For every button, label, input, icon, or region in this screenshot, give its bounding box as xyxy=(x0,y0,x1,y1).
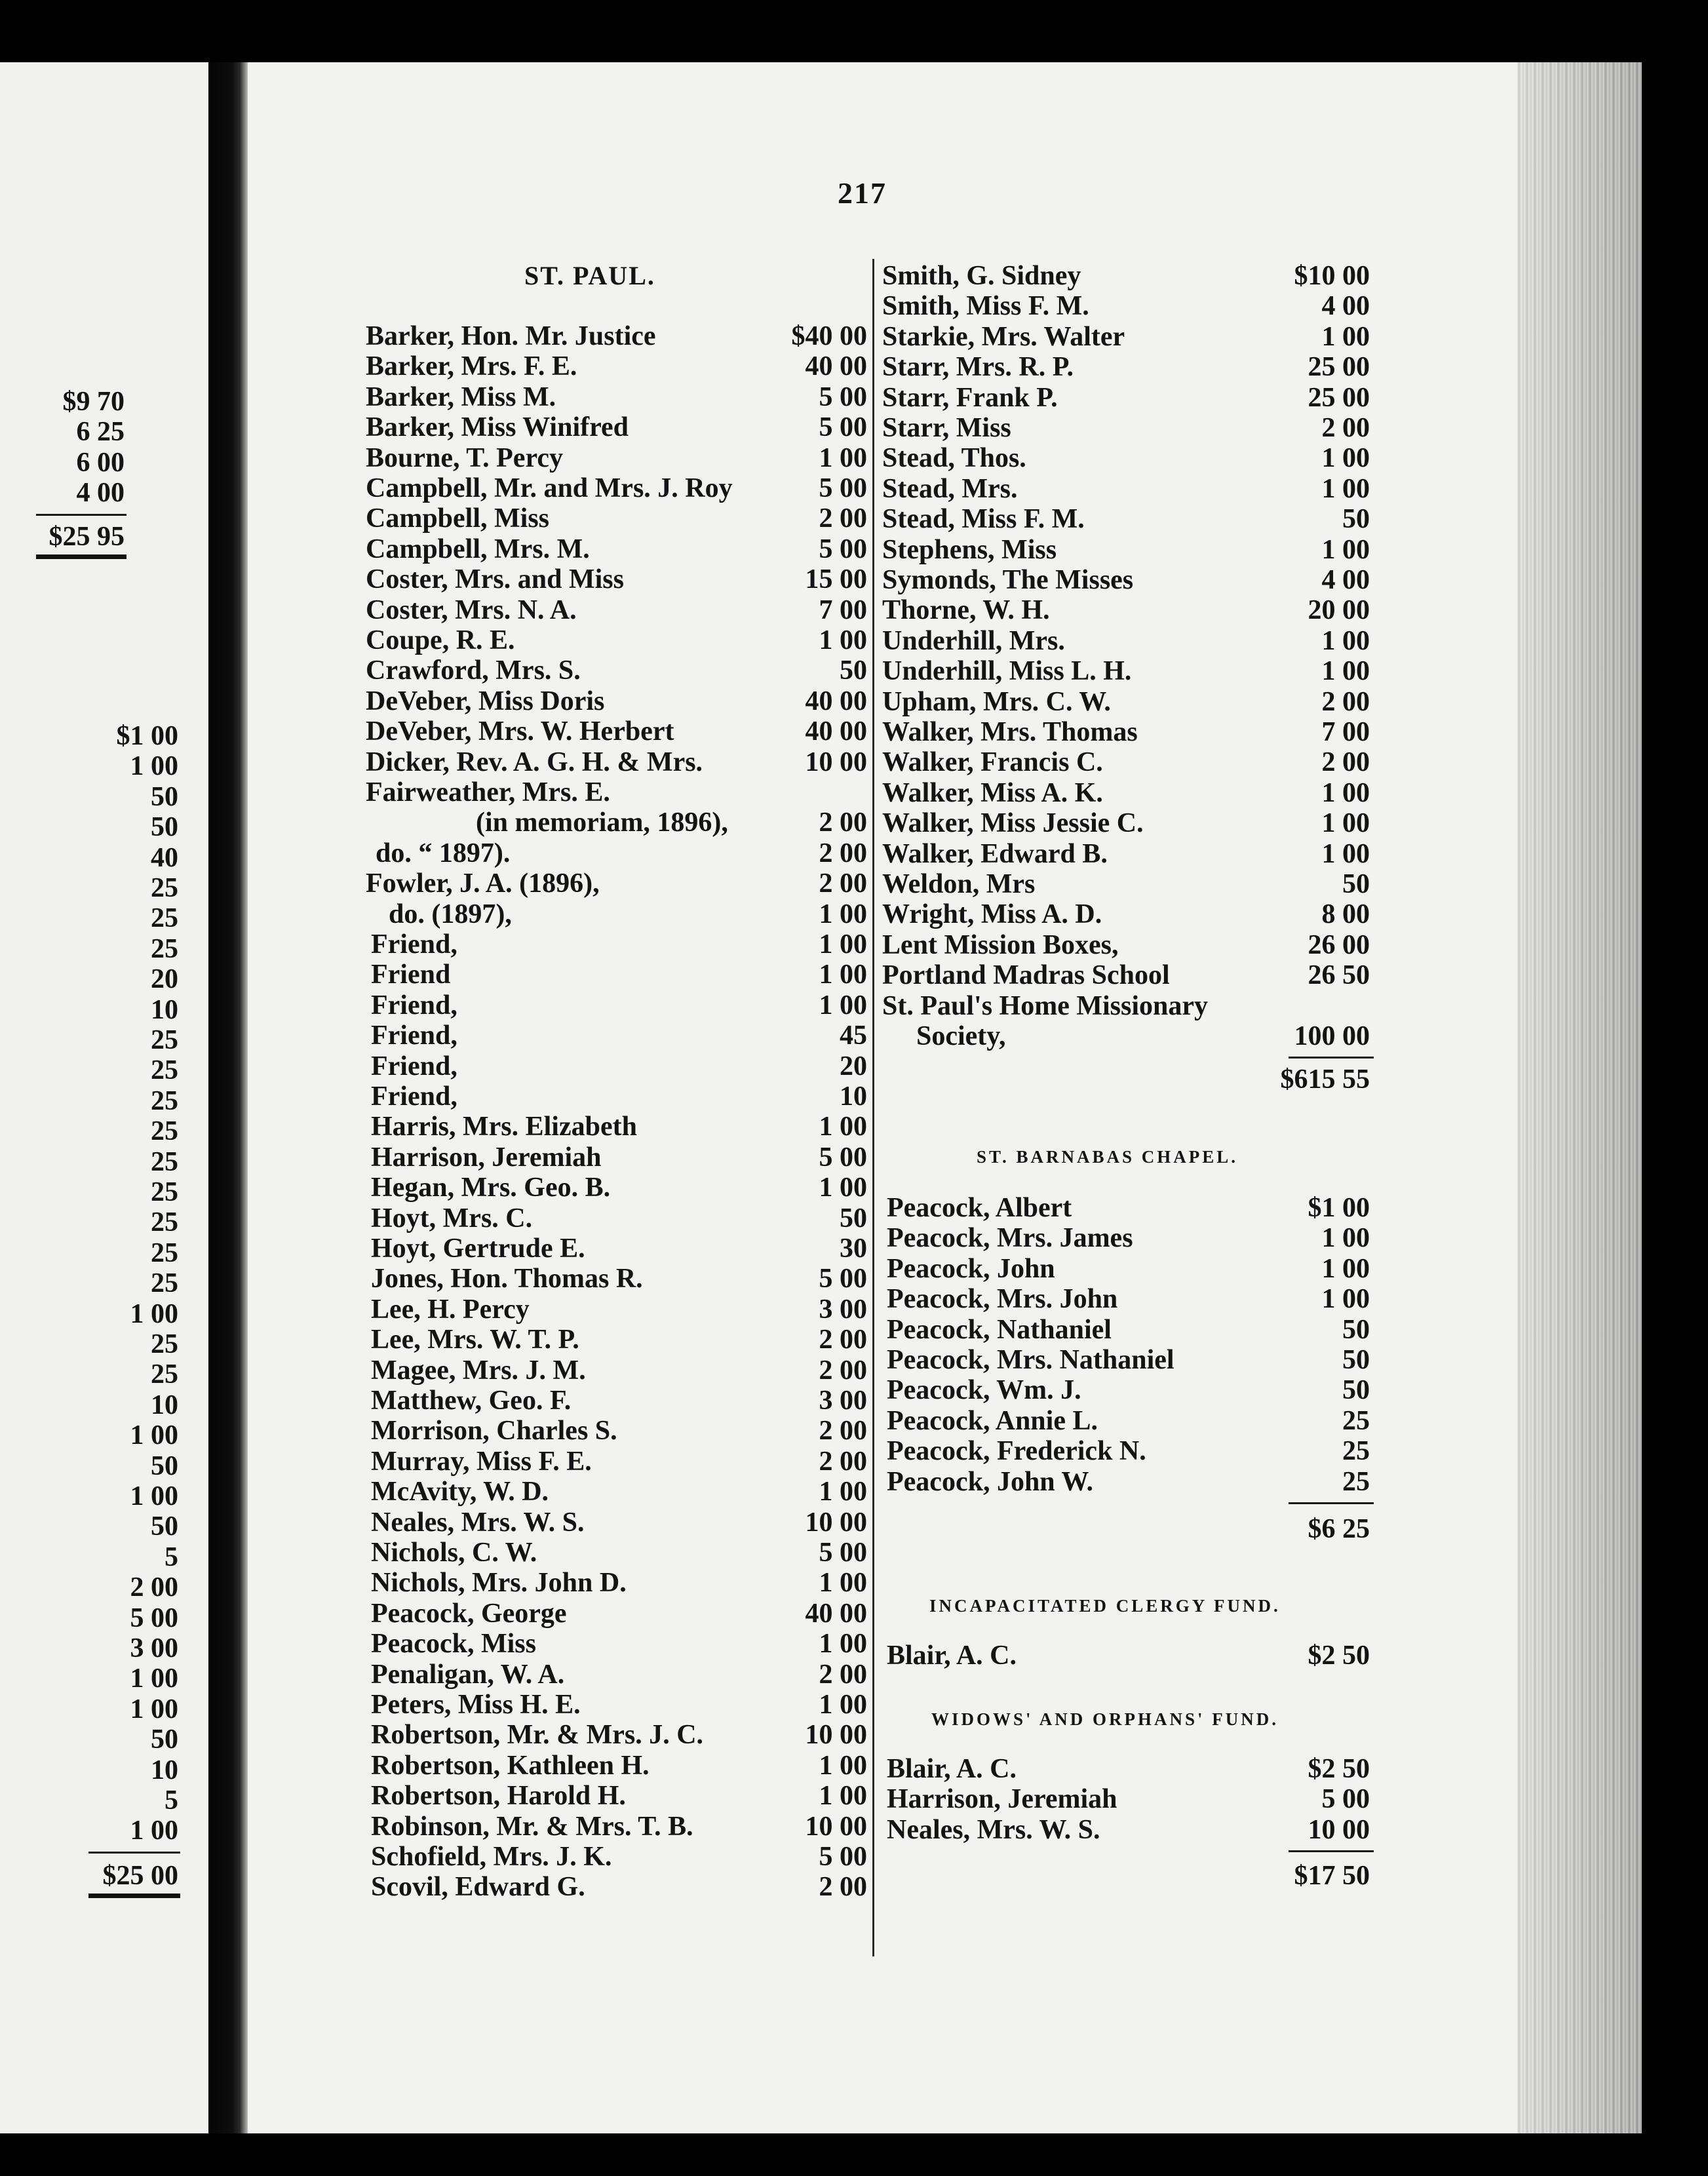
donation-amount: 2 00 xyxy=(819,807,867,838)
donor-name: Campbell, Miss xyxy=(366,503,550,534)
donation-amount: 3 00 xyxy=(819,1294,867,1325)
donor-name: Fairweather, Mrs. E. xyxy=(366,777,610,807)
donation-amount: 7 00 xyxy=(1321,717,1370,747)
donation-amount: 40 00 xyxy=(805,716,867,747)
previous-page-amount: 25 xyxy=(151,1359,178,1390)
donor-name: Starr, Frank P. xyxy=(882,382,1058,413)
previous-page-amount: 25 xyxy=(151,1116,178,1147)
donor-name: Jones, Hon. Thomas R. xyxy=(371,1264,643,1294)
previous-page-amount: 10 xyxy=(151,994,178,1025)
donor-name: DeVeber, Mrs. W. Herbert xyxy=(366,716,674,747)
total-rule xyxy=(1289,1850,1374,1852)
donor-name: Peacock, George xyxy=(371,1598,567,1629)
donation-amount: 50 xyxy=(1342,504,1370,535)
donation-amount: 1 00 xyxy=(819,1477,867,1507)
donor-name: Peacock, Mrs. John xyxy=(887,1284,1118,1315)
donor-name: Campbell, Mrs. M. xyxy=(366,534,590,564)
donor-name: Harris, Mrs. Elizabeth xyxy=(371,1112,637,1142)
donor-name: Walker, Miss A. K. xyxy=(882,777,1103,808)
page-edges xyxy=(1517,62,1642,2133)
previous-page-amount: $1 00 xyxy=(116,721,178,751)
previous-page-amount: 10 xyxy=(151,1755,178,1785)
previous-page-fragment xyxy=(0,62,208,2133)
column-divider xyxy=(872,259,874,1956)
donor-name: Friend xyxy=(371,960,451,990)
section-total: $17 50 xyxy=(1294,1861,1370,1892)
donation-amount: 1 00 xyxy=(819,625,867,655)
previous-page-amount: 25 xyxy=(151,1329,178,1359)
donation-amount: 1 00 xyxy=(1321,534,1370,565)
donor-name: do. (1897), xyxy=(389,899,512,929)
previous-page-total: $25 95 xyxy=(49,521,125,552)
previous-page-amount: 10 xyxy=(151,1389,178,1420)
donor-name: Robinson, Mr. & Mrs. T. B. xyxy=(371,1811,693,1842)
donation-amount: 2 00 xyxy=(819,1446,867,1477)
previous-page-amount: 1 00 xyxy=(130,1298,178,1329)
section-heading: ST. PAUL. xyxy=(524,261,655,290)
donor-name: Hoyt, Gertrude E. xyxy=(371,1234,585,1264)
previous-page-amount: 2 00 xyxy=(130,1572,178,1603)
total-double-rule xyxy=(36,554,126,559)
donation-amount: 50 xyxy=(1342,1345,1370,1375)
donation-amount: 10 xyxy=(840,1081,867,1112)
donation-amount: $10 00 xyxy=(1294,261,1370,291)
previous-page-amount: 1 00 xyxy=(130,751,178,782)
donation-amount: 50 xyxy=(1342,1314,1370,1345)
donation-amount: 45 xyxy=(840,1020,867,1051)
donation-amount: $2 50 xyxy=(1308,1641,1370,1671)
donor-name: Peacock, Nathaniel xyxy=(887,1314,1112,1345)
donor-name: Stead, Miss F. M. xyxy=(882,504,1085,535)
previous-page-amount: 50 xyxy=(151,1511,178,1542)
donor-name: Walker, Miss Jessie C. xyxy=(882,808,1144,839)
donor-name: Starr, Mrs. R. P. xyxy=(882,352,1074,383)
donation-amount: 5 00 xyxy=(819,473,867,503)
donation-amount: 5 00 xyxy=(819,1842,867,1872)
section-total: $6 25 xyxy=(1308,1514,1370,1544)
donation-amount: 1 00 xyxy=(1321,838,1370,869)
donor-name: Harrison, Jeremiah xyxy=(887,1784,1117,1815)
scan-border-bottom xyxy=(0,2133,1708,2176)
previous-page-amount: 25 xyxy=(151,1207,178,1238)
donation-amount: 5 00 xyxy=(819,381,867,412)
donation-amount: 2 00 xyxy=(819,1416,867,1447)
donation-amount: 25 00 xyxy=(1308,352,1370,383)
donor-name: do. “ 1897). xyxy=(376,838,511,868)
donation-amount: 50 xyxy=(1342,869,1370,899)
donation-amount: 10 00 xyxy=(805,1720,867,1751)
previous-page-amount: 25 xyxy=(151,933,178,964)
donation-amount: 40 00 xyxy=(805,686,867,716)
donor-name: Underhill, Miss L. H. xyxy=(882,656,1132,687)
donor-name: Scovil, Edward G. xyxy=(371,1872,585,1903)
donor-name: Wright, Miss A. D. xyxy=(882,899,1102,930)
donor-name: McAvity, W. D. xyxy=(371,1477,549,1507)
donation-amount: 10 00 xyxy=(805,747,867,777)
donor-name: Peacock, Frederick N. xyxy=(887,1436,1146,1467)
donation-amount: 1 00 xyxy=(1321,1253,1370,1284)
donation-amount: 5 00 xyxy=(819,1264,867,1294)
donor-name: Smith, Miss F. M. xyxy=(882,291,1089,322)
donor-name: Morrison, Charles S. xyxy=(371,1416,617,1447)
donation-amount: 2 00 xyxy=(1321,686,1370,717)
donation-amount: 1 00 xyxy=(819,899,867,929)
donor-name: Matthew, Geo. F. xyxy=(371,1386,572,1416)
donation-amount: 5 00 xyxy=(819,1538,867,1568)
donor-name: Lee, Mrs. W. T. P. xyxy=(371,1325,579,1355)
donor-name: Penaligan, W. A. xyxy=(371,1659,565,1690)
donor-name: Bourne, T. Percy xyxy=(366,442,563,473)
donor-name: Starkie, Mrs. Walter xyxy=(882,321,1125,352)
donation-amount: 10 00 xyxy=(1308,1814,1370,1845)
donation-amount: 2 00 xyxy=(1321,747,1370,778)
donor-name: Friend, xyxy=(371,929,457,960)
donor-name: Society, xyxy=(916,1021,1006,1051)
previous-page-amount: 4 00 xyxy=(76,478,125,509)
donation-amount: 1 00 xyxy=(819,1690,867,1720)
donation-amount: 2 00 xyxy=(819,1659,867,1690)
donation-amount: 25 xyxy=(1342,1466,1370,1497)
donation-amount: 4 00 xyxy=(1321,291,1370,322)
previous-page-amount: 25 xyxy=(151,1237,178,1268)
donation-amount: $2 50 xyxy=(1308,1754,1370,1784)
previous-page-amount: 5 00 xyxy=(130,1603,178,1633)
donor-name: Upham, Mrs. C. W. xyxy=(882,686,1111,717)
donor-name: Blair, A. C. xyxy=(887,1754,1017,1784)
donor-name: Portland Madras School xyxy=(882,960,1170,991)
donation-amount: 1 00 xyxy=(1321,321,1370,352)
donation-amount: 40 00 xyxy=(805,1598,867,1629)
donor-name: Starr, Miss xyxy=(882,413,1011,443)
donor-name: Coster, Mrs. N. A. xyxy=(366,594,577,625)
donor-name: Neales, Mrs. W. S. xyxy=(371,1507,585,1538)
book-gutter xyxy=(208,62,248,2133)
donor-name: Walker, Edward B. xyxy=(882,838,1108,869)
previous-page-amount: 50 xyxy=(151,812,178,843)
total-rule xyxy=(1289,1502,1374,1504)
donation-amount: 30 xyxy=(840,1234,867,1264)
donation-amount: 2 00 xyxy=(819,1872,867,1903)
donation-amount: 5 00 xyxy=(819,1142,867,1173)
previous-page-amount: 1 00 xyxy=(130,1663,178,1694)
total-double-rule xyxy=(88,1894,180,1898)
donation-amount: 5 00 xyxy=(819,534,867,564)
section-total: $615 55 xyxy=(1280,1064,1370,1095)
donation-amount: 1 00 xyxy=(819,1568,867,1599)
donation-amount: 25 xyxy=(1342,1405,1370,1436)
previous-page-amount: 6 00 xyxy=(76,447,125,478)
donation-amount: 1 00 xyxy=(819,1781,867,1812)
donation-amount: $40 00 xyxy=(791,321,867,351)
donation-amount: 100 00 xyxy=(1294,1021,1370,1051)
previous-page-amount: 25 xyxy=(151,1085,178,1116)
donor-name: Peacock, Mrs. Nathaniel xyxy=(887,1345,1174,1375)
donation-amount: 7 00 xyxy=(819,594,867,625)
donor-name: Murray, Miss F. E. xyxy=(371,1446,592,1477)
donation-amount: 1 00 xyxy=(1321,808,1370,839)
previous-page-amount: 50 xyxy=(151,1724,178,1755)
donation-amount: 1 00 xyxy=(819,1173,867,1203)
donation-amount: 1 00 xyxy=(819,1750,867,1781)
donor-name: Hegan, Mrs. Geo. B. xyxy=(371,1173,611,1203)
donation-amount: 2 00 xyxy=(819,868,867,899)
donor-name: Crawford, Mrs. S. xyxy=(366,655,581,686)
previous-page-amount: 3 00 xyxy=(130,1633,178,1663)
donor-name: (in memoriam, 1896), xyxy=(476,807,728,838)
donor-name: Weldon, Mrs xyxy=(882,869,1036,899)
section-heading: WIDOWS' AND ORPHANS' FUND. xyxy=(931,1709,1279,1729)
donation-amount: 20 00 xyxy=(1308,595,1370,626)
page-217 xyxy=(248,62,1517,2133)
total-rule xyxy=(1289,1057,1374,1059)
previous-page-amount: 25 xyxy=(151,1055,178,1086)
scan-border-right xyxy=(1642,0,1708,2176)
previous-page-amount: 1 00 xyxy=(130,1694,178,1724)
donor-name: Nichols, C. W. xyxy=(371,1538,537,1568)
previous-page-amount: 20 xyxy=(151,964,178,995)
donor-name: Barker, Hon. Mr. Justice xyxy=(366,321,656,351)
donation-amount: 2 00 xyxy=(819,838,867,868)
donation-amount: 1 00 xyxy=(819,990,867,1020)
donor-name: Walker, Francis C. xyxy=(882,747,1103,778)
donation-amount: 2 00 xyxy=(1321,413,1370,443)
donation-amount: 10 00 xyxy=(805,1811,867,1842)
previous-page-amount: 50 xyxy=(151,781,178,812)
donor-name: Peacock, Wm. J. xyxy=(887,1375,1081,1406)
donor-name: Coupe, R. E. xyxy=(366,625,515,655)
section-heading: ST. BARNABAS CHAPEL. xyxy=(977,1147,1239,1167)
donation-amount: 2 00 xyxy=(819,503,867,534)
donation-amount: 1 00 xyxy=(819,960,867,990)
donor-name: Robertson, Kathleen H. xyxy=(371,1750,650,1781)
donor-name: Friend, xyxy=(371,1081,457,1112)
donation-amount: 50 xyxy=(840,655,867,686)
donor-name: Dicker, Rev. A. G. H. & Mrs. xyxy=(366,747,703,777)
donor-name: Barker, Mrs. F. E. xyxy=(366,351,577,382)
donor-name: Underhill, Mrs. xyxy=(882,625,1065,656)
previous-page-amount: 6 25 xyxy=(76,417,125,448)
previous-page-amount: 40 xyxy=(151,842,178,873)
donation-amount: 2 00 xyxy=(819,1355,867,1386)
donor-name: Barker, Miss M. xyxy=(366,381,556,412)
donation-amount: 4 00 xyxy=(1321,565,1370,595)
previous-page-amount: 1 00 xyxy=(130,1420,178,1451)
donor-name: Peacock, John W. xyxy=(887,1466,1094,1497)
donor-name: Neales, Mrs. W. S. xyxy=(887,1814,1100,1845)
previous-page-amount: 5 xyxy=(165,1785,178,1816)
donor-name: Coster, Mrs. and Miss xyxy=(366,564,624,595)
donor-name: Fowler, J. A. (1896), xyxy=(366,868,600,899)
donation-amount: 1 00 xyxy=(1321,1284,1370,1315)
donor-name: Lee, H. Percy xyxy=(371,1294,530,1325)
donor-name: Stead, Thos. xyxy=(882,443,1026,474)
donation-amount: 1 00 xyxy=(819,929,867,960)
donation-amount: 1 00 xyxy=(819,1629,867,1660)
donor-name: Symonds, The Misses xyxy=(882,565,1134,595)
donation-amount: 20 xyxy=(840,1051,867,1081)
donor-name: Peacock, John xyxy=(887,1253,1055,1284)
donation-amount: 1 00 xyxy=(1321,625,1370,656)
donation-amount: 2 00 xyxy=(819,1325,867,1355)
donor-name: Peacock, Miss xyxy=(371,1629,536,1660)
previous-page-amount: 5 xyxy=(165,1542,178,1572)
donation-amount: 5 00 xyxy=(1321,1784,1370,1815)
previous-page-total: $25 00 xyxy=(102,1860,178,1891)
donation-amount: 1 00 xyxy=(819,1112,867,1142)
donor-name: Thorne, W. H. xyxy=(882,595,1050,626)
donor-name: Peacock, Annie L. xyxy=(887,1405,1098,1436)
donor-name: Barker, Miss Winifred xyxy=(366,412,629,443)
previous-page-amount: 25 xyxy=(151,903,178,934)
donation-amount: $1 00 xyxy=(1308,1193,1370,1223)
previous-page-amount: 25 xyxy=(151,1268,178,1299)
previous-page-amount: 50 xyxy=(151,1450,178,1481)
donor-name: Blair, A. C. xyxy=(887,1641,1017,1671)
donor-name: Smith, G. Sidney xyxy=(882,261,1081,291)
total-rule xyxy=(88,1852,180,1854)
donation-amount: 1 00 xyxy=(1321,777,1370,808)
donor-name: Harrison, Jeremiah xyxy=(371,1142,602,1173)
donor-name: Lent Mission Boxes, xyxy=(882,929,1119,960)
previous-page-amount: 1 00 xyxy=(130,1481,178,1511)
donation-amount: 26 50 xyxy=(1308,960,1370,991)
donation-amount: 26 00 xyxy=(1308,929,1370,960)
previous-page-amount: $9 70 xyxy=(62,387,125,417)
donation-amount: 5 00 xyxy=(819,412,867,443)
previous-page-amount: 25 xyxy=(151,1177,178,1207)
donor-name: DeVeber, Miss Doris xyxy=(366,686,605,716)
donation-amount: 1 00 xyxy=(1321,473,1370,504)
scan-border-top xyxy=(0,0,1708,62)
donor-name: Campbell, Mr. and Mrs. J. Roy xyxy=(366,473,733,503)
donor-name: St. Paul's Home Missionary xyxy=(882,990,1209,1021)
donor-name: Stephens, Miss xyxy=(882,534,1057,565)
donation-amount: 40 00 xyxy=(805,351,867,382)
donor-name: Nichols, Mrs. John D. xyxy=(371,1568,627,1599)
previous-page-amount: 1 00 xyxy=(130,1816,178,1846)
donor-name: Hoyt, Mrs. C. xyxy=(371,1203,533,1234)
donation-amount: 8 00 xyxy=(1321,899,1370,930)
donation-amount: 10 00 xyxy=(805,1507,867,1538)
donation-amount: 1 00 xyxy=(1321,656,1370,687)
donor-name: Friend, xyxy=(371,990,457,1020)
previous-page-amount: 25 xyxy=(151,1025,178,1055)
donation-amount: 3 00 xyxy=(819,1386,867,1416)
donation-amount: 25 xyxy=(1342,1436,1370,1467)
donor-name: Peacock, Albert xyxy=(887,1193,1072,1223)
donation-amount: 25 00 xyxy=(1308,382,1370,413)
donor-name: Magee, Mrs. J. M. xyxy=(371,1355,586,1386)
previous-page-amount: 25 xyxy=(151,1146,178,1177)
donation-amount: 15 00 xyxy=(805,564,867,595)
donor-name: Friend, xyxy=(371,1020,457,1051)
donation-amount: 1 00 xyxy=(1321,1223,1370,1254)
donor-name: Friend, xyxy=(371,1051,457,1081)
donation-amount: 1 00 xyxy=(819,442,867,473)
donation-amount: 1 00 xyxy=(1321,443,1370,474)
donor-name: Peters, Miss H. E. xyxy=(371,1690,581,1720)
previous-page-amount: 25 xyxy=(151,873,178,903)
donor-name: Stead, Mrs. xyxy=(882,473,1018,504)
donor-name: Robertson, Harold H. xyxy=(371,1781,626,1812)
donor-name: Schofield, Mrs. J. K. xyxy=(371,1842,612,1872)
donation-amount: 50 xyxy=(840,1203,867,1234)
donor-name: Peacock, Mrs. James xyxy=(887,1223,1133,1254)
page-number: 217 xyxy=(838,176,887,210)
donation-amount: 50 xyxy=(1342,1375,1370,1406)
donor-name: Walker, Mrs. Thomas xyxy=(882,717,1138,747)
total-rule xyxy=(36,514,126,516)
donor-name: Robertson, Mr. & Mrs. J. C. xyxy=(371,1720,704,1751)
section-heading: INCAPACITATED CLERGY FUND. xyxy=(929,1596,1281,1616)
